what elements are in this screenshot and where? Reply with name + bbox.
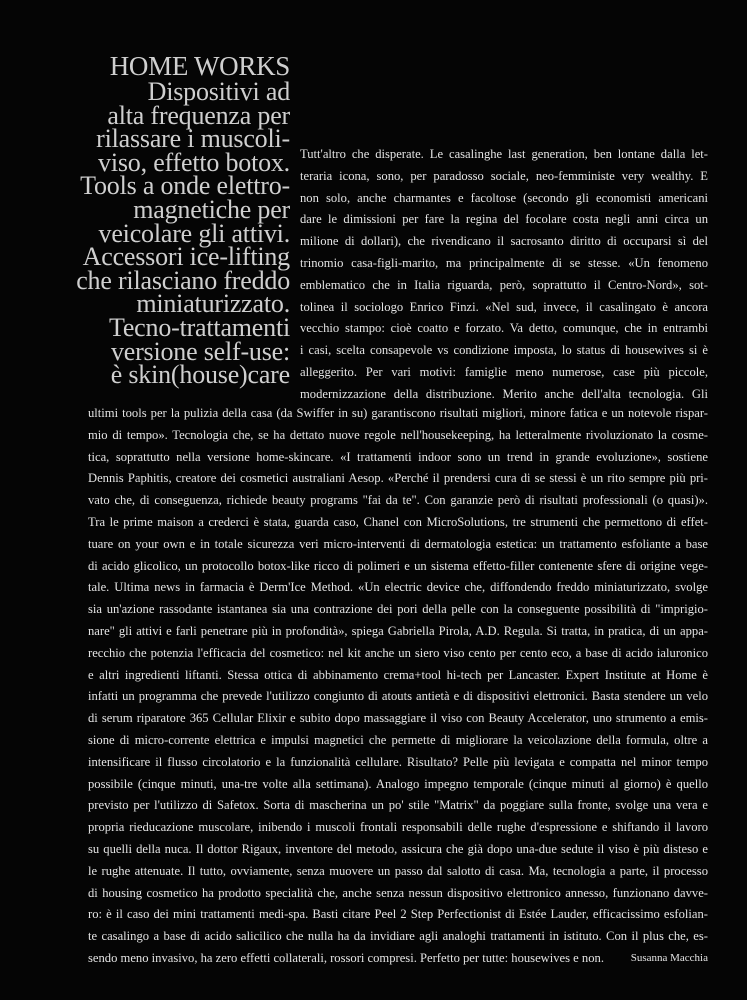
body-text-line: infatti un programma che prevede l'utilizzo congiunto di atouts antietà e di dispositivi elettronici. Basta stendere un velo — [88, 689, 708, 704]
body-text-line: trinomio casa-figli-marito, ma principalmente di se stesse. «Un fenomeno — [300, 255, 708, 270]
body-text-line: milione di dollari), che rivendicano il sacrosanto diritto di occuparsi sì del — [300, 234, 708, 249]
body-text-line: di housing cosmetico ha prodotto specialità che, anche senza nessun dispositivo elettronico annesso, funzionano davve- — [88, 885, 708, 900]
body-text-line: vecchio stampo: cioè coatto e forzato. Va detto, comunque, che in entrambi — [300, 321, 708, 336]
body-text-line: intensificare il flusso circolatorio e la funzionalità cellulare. Risultato? Pelle più levigata e compatta nel minor tempo — [88, 754, 708, 769]
headline-line: Tecno-trattamenti — [108, 312, 290, 342]
headline-line: è skin(house)care — [110, 360, 290, 390]
last-line — [88, 948, 708, 970]
headline-line: viso, effetto botox. — [98, 147, 290, 177]
headline-line: miniaturizzato. — [136, 289, 290, 319]
body-text-line: alleggerito. Per vari motivi: famiglie meno numerose, case più piccole, — [300, 364, 708, 379]
headline-line: veicolare gli attivi. — [98, 218, 290, 248]
body-text-line: recchio che potenzia l'efficacia del cosmetico: nel kit anche un siero viso cento per cento eco, a base di acido ialuronico — [88, 645, 708, 660]
section-kicker: HOME WORKS — [109, 51, 290, 81]
headline-text — [10, 77, 290, 390]
body-text-line: Dennis Paphitis, creatore dei cosmetici australiani Aesop. «Perché il prendersi cura di se stessi è un rito sempre più pri- — [88, 471, 708, 486]
body-text-line: sendo meno invasivo, ha zero effetti collaterali, rossori compresi. Perfetto per tutte: housewives e non. — [88, 950, 604, 965]
body-text-line: ro: è il caso dei mini trattamenti medi-spa. Basti citare Peel 2 Step Perfectionist di Estée Lauder, efficacissimo esfolian- — [88, 907, 708, 922]
headline-line: Accessori ice-lifting — [82, 242, 290, 272]
body-text-line: teraria icona, sono, per paradosso sociale, neo-femministe very wealthy. E — [300, 168, 708, 183]
body-text-full-width — [88, 403, 708, 970]
headline-line: rilassare i muscoli- — [96, 124, 290, 154]
body-text-line: modernizzazione della distribuzione. Merito anche dell'alta tecnologia. Gli — [300, 386, 708, 401]
body-text-line: ultimi tools per la pulizia della casa (da Swiffer in su) garantiscono risultati migliori, minore fatica e un notevole rispar- — [88, 406, 708, 420]
headline-line: che rilasciano freddo — [76, 265, 290, 295]
headline — [10, 51, 290, 390]
body-text-line: sia un'azione rassodante istantanea sia una contrazione dei pori della pelle con la conseguente possibilità di "imprigio- — [88, 602, 708, 617]
body-text-line: e altri ingredienti liftanti. Stessa ottica di abbinamento crema+tool hi-tech per Lancaster. Expert Institute at Home è — [88, 667, 708, 682]
body-text-line: Tutt'altro che disperate. Le casalinghe last generation, ben lontane dalla let- — [300, 147, 708, 161]
body-text-line: previsto per l'utilizzo di Safetox. Sorta di mascherina un po' stile "Matrix" da poggiare sulla fronte, svolge una vera e — [88, 798, 708, 813]
body-text-line: emblematico che in Italia riguarda, però, soprattutto il Centro-Nord», sot- — [300, 277, 708, 292]
body-text-line: nare" gli attivi e farli penetrare più in profondità», spiega Gabriella Pirola, A.D. Regula. Si tratta, in pratica, di un appa- — [88, 623, 708, 638]
body-text-line: tica, soprattutto nella versione home-skincare. «I trattamenti indoor sono un trend in grande evoluzione», sostiene — [88, 449, 708, 464]
body-text-line: tuare on your own e in totale sicurezza veri micro-interventi di dermatologia estetica: un trattamento esfoliante a base — [88, 536, 708, 551]
body-text-line: possibile (cinque minuti, una-tre volte alla settimana). Analogo impegno temporale (cinque minuti al giorno) è quello — [88, 776, 708, 791]
headline-line: Tools a onde elettro- — [80, 171, 290, 201]
body-text-line: le rughe attenuate. Il tutto, ovviamente, senza muovere un passo dal salotto di casa. Ma, tecnologia a parte, il processo — [88, 863, 708, 878]
body-text-line: vato che, di conseguenza, richiede beauty programs "fai da te". Con garanzie però di risultati professionali (o quasi)». — [88, 493, 708, 508]
body-text-line: sione di micro-corrente elettrica e impulsi magnetici che permette di migliorare la veicolazione della formula, oltre a — [88, 732, 708, 747]
body-text-line: di serum riparatore 365 Cellular Elixir e subito dopo massaggiare il viso con Beauty Accelerator, uno strumento a emis- — [88, 711, 708, 726]
body-text-line: non solo, anche charmantes e facoltose (secondo gli economisti americani — [300, 190, 708, 205]
body-text-line: dare le dimissioni per fare la regina del focolare costa negli anni circa un — [300, 212, 708, 227]
body-text-line: i casi, scelta consapevole vs condizione imposta, lo status di housewives si è — [300, 343, 708, 358]
body-text-line: tolinea il sociologo Enrico Finzi. «Nel sud, invece, il casalingato è ancora — [300, 299, 708, 314]
author-byline: Susanna Macchia — [630, 951, 708, 964]
body-text-right-column — [300, 144, 708, 406]
body-text-line: Tra le prime maison a crederci è stata, guarda caso, Chanel con MicroSolutions, tre strumenti che permettono di effet- — [88, 514, 708, 529]
body-text-line: su quelli della nuca. Il dottor Rigaux, inventore del metodo, assicura che già dopo una-due sedute il viso è più disteso e — [88, 841, 708, 856]
body-text-line: tale. Ultima news in farmacia è Derm'Ice Method. «Un electric device che, diffondendo freddo miniaturizzato, svolge — [88, 580, 708, 595]
body-text-line: mio di tempo». Tecnologia che, se ha dettato nuove regole nell'housekeeping, ha letteralmente rivoluzionato la cosme- — [88, 427, 708, 442]
body-text-line: te casalingo a base di acido salicilico che nulla ha da invidiare agli analoghi trattamenti in istituto. Con il plus che, es- — [88, 929, 708, 944]
headline-line: Dispositivi ad — [147, 77, 290, 106]
headline-line: versione self-use: — [110, 336, 290, 366]
body-text-line: di acido glicolico, un protocollo botox-like ricco di polimeri e un sistema effetto-filler contenente sfere di origine vege- — [88, 558, 708, 573]
headline-line: magnetiche per — [133, 194, 290, 224]
body-text-line: propria rieducazione muscolare, inibendo i muscoli frontali responsabili delle rughe d'espressione e shiftando il lavoro — [88, 820, 708, 835]
headline-line: alta frequenza per — [107, 100, 290, 130]
